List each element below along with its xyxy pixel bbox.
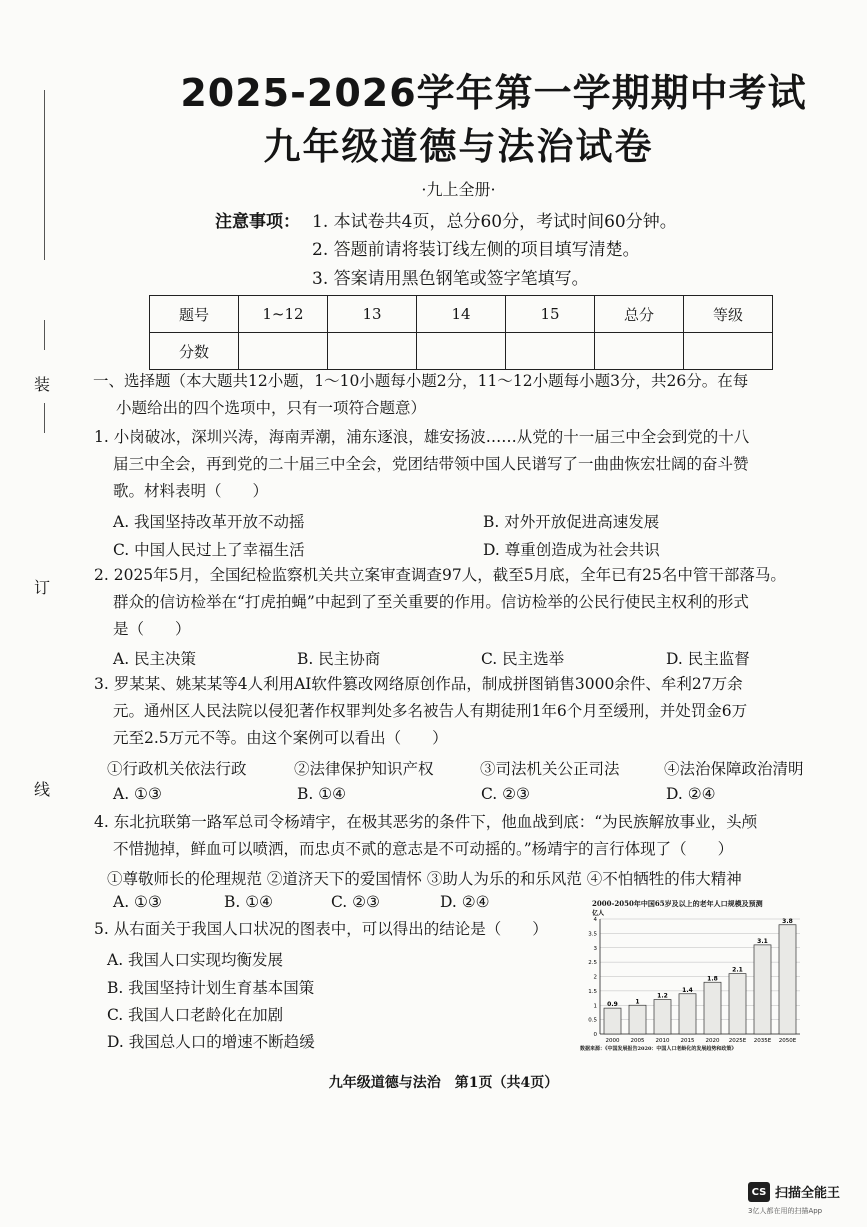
question-text: 是（ ） xyxy=(113,620,191,638)
chart-data-label: 0.9 xyxy=(607,1001,618,1009)
option: B. 我国坚持计划生育基本国策 xyxy=(107,979,315,997)
page-footer: 九年级道德与法治 第1页（共4页） xyxy=(328,1075,559,1091)
binding-line xyxy=(30,90,50,1190)
binding-char-zhuang: 装 xyxy=(34,375,51,394)
option: D. ②④ xyxy=(666,785,716,803)
statement: ③司法机关公正司法 xyxy=(480,760,620,778)
question-text: 4. 东北抗联第一路军总司令杨靖宇，在极其恶劣的条件下，他血战到底：“为民族解放事业，头颅 xyxy=(94,813,758,831)
table-cell: 14 xyxy=(417,296,506,333)
chart-ylabel: 亿人 xyxy=(592,910,605,917)
chart-data-label: 3.1 xyxy=(757,937,768,945)
score-table-score-row xyxy=(150,333,773,370)
option: A. 民主决策 xyxy=(113,650,197,668)
option: C. ②③ xyxy=(481,785,530,803)
option: B. ①④ xyxy=(297,785,347,803)
notice-label: 注意事项： xyxy=(215,212,300,232)
question-text: 歌。材料表明（ ） xyxy=(113,482,269,500)
question-text: 1. 小岗破冰，深圳兴涛，海南弄潮，浦东逐浪，雄安扬波……从党的十一届三中全会到党的十八 xyxy=(94,428,750,446)
score-table-header-row xyxy=(150,296,773,333)
chart-bar xyxy=(754,945,771,1034)
chart-category-label: 2025E xyxy=(728,1038,747,1044)
chart-ytick-label: 3.5 xyxy=(588,931,597,938)
chart-category-label: 2005 xyxy=(630,1038,645,1044)
chart-category-label: 2010 xyxy=(655,1038,670,1044)
statement: ①尊敬师长的伦理规范 ②道济天下的爱国情怀 ③助人为乐的和乐风范 ④不怕牺牲的伟大精神 xyxy=(107,870,742,888)
chart-category-label: 2050E xyxy=(778,1038,797,1044)
chart-data-label: 1 xyxy=(635,998,640,1006)
option: D. 民主监督 xyxy=(666,650,750,668)
section-heading: 小题给出的四个选项中，只有一项符合题意） xyxy=(116,399,427,417)
chart-data-label: 1.2 xyxy=(657,992,668,1000)
chart-bar xyxy=(654,1000,671,1035)
table-cell: 题号 xyxy=(150,296,239,333)
chart-ytick-label: 1.5 xyxy=(588,988,597,995)
section-heading: 一、选择题（本大题共12小题，1～10小题每小题2分，11～12小题每小题3分，共26分。在每 xyxy=(93,372,749,390)
option: C. ②③ xyxy=(331,893,380,911)
statement: ①行政机关依法行政 xyxy=(107,760,247,778)
chart-bar xyxy=(779,925,796,1034)
option: A. 我国坚持改革开放不动摇 xyxy=(113,513,305,531)
notice-item: 2. 答题前请将装订线左侧的项目填写清楚。 xyxy=(312,240,640,260)
chart-bar xyxy=(604,1008,621,1034)
exam-scope: ·九上全册· xyxy=(421,180,496,199)
chart-bar xyxy=(704,982,721,1034)
exam-title: 2025-2026学年第一学期期中考试 xyxy=(180,71,807,115)
score-input-cell[interactable] xyxy=(506,333,595,370)
question-text: 2. 2025年5月，全国纪检监察机关共立案审查调查97人，截至5月底，全年已有25名中管干部落马。 xyxy=(94,566,786,584)
binding-char-xian: 线 xyxy=(34,780,51,799)
binding-char-ding: 订 xyxy=(34,578,51,597)
table-cell: 总分 xyxy=(595,296,684,333)
chart-title: 2000-2050年中国65岁及以上的老年人口规模及预测 xyxy=(592,899,763,908)
notice-item: 1. 本试卷共4页，总分60分，考试时间60分钟。 xyxy=(312,212,677,232)
chart-data-label: 1.8 xyxy=(707,975,718,983)
chart-data-label: 3.8 xyxy=(782,917,793,925)
score-input-cell[interactable] xyxy=(684,333,773,370)
option: D. 我国总人口的增速不断趋缓 xyxy=(107,1033,315,1051)
option: C. 我国人口老龄化在加剧 xyxy=(107,1006,284,1024)
score-input-cell[interactable] xyxy=(417,333,506,370)
chart-ytick-label: 2 xyxy=(593,974,597,981)
table-cell: 15 xyxy=(506,296,595,333)
population-chart xyxy=(578,899,816,1057)
score-input-cell[interactable] xyxy=(239,333,328,370)
score-table xyxy=(149,295,773,370)
chart-canvas xyxy=(578,899,816,1057)
chart-ytick-label: 0.5 xyxy=(588,1017,597,1024)
statement: ④法治保障政治清明 xyxy=(664,760,804,778)
option: A. ①③ xyxy=(113,893,162,911)
question-text: 元。通州区人民法院以侵犯著作权罪判处多名被告人有期徒刑1年6个月至缓刑，并处罚金6万 xyxy=(113,702,748,720)
statement: ②法律保护知识产权 xyxy=(294,760,434,778)
option: D. ②④ xyxy=(440,893,490,911)
table-cell: 13 xyxy=(328,296,417,333)
chart-category-label: 2000 xyxy=(605,1038,620,1044)
chart-ytick-label: 3 xyxy=(593,945,597,952)
chart-category-label: 2035E xyxy=(753,1038,772,1044)
chart-ytick-label: 4 xyxy=(593,917,597,923)
question-text: 元至2.5万元不等。由这个案例可以看出（ ） xyxy=(113,729,448,747)
question-text: 5. 从右面关于我国人口状况的图表中，可以得出的结论是（ ） xyxy=(94,920,548,938)
question-text: 群众的信访检举在“打虎拍蝇”中起到了至关重要的作用。信访检举的公民行使民主权利的形式 xyxy=(113,593,749,611)
chart-source: 数据来源：《中国发展报告2020：中国人口老龄化的发展趋势和政策》 xyxy=(580,1046,737,1052)
option: B. ①④ xyxy=(224,893,274,911)
chart-bar xyxy=(729,974,746,1034)
scanner-logo-icon: CS xyxy=(748,1182,770,1202)
option: C. 民主选举 xyxy=(481,650,565,668)
chart-category-label: 2020 xyxy=(705,1038,720,1044)
table-cell: 1~12 xyxy=(239,296,328,333)
option: A. ①③ xyxy=(113,785,162,803)
score-input-cell[interactable] xyxy=(595,333,684,370)
option: A. 我国人口实现均衡发展 xyxy=(107,951,284,969)
chart-category-label: 2015 xyxy=(680,1038,695,1044)
score-input-cell[interactable] xyxy=(328,333,417,370)
chart-ytick-label: 1 xyxy=(593,1003,597,1010)
scanner-name: 扫描全能王 xyxy=(775,1186,841,1201)
chart-bar xyxy=(629,1005,646,1034)
chart-data-label: 2.1 xyxy=(732,966,743,974)
chart-bar xyxy=(679,994,696,1034)
question-text: 届三中全会，再到党的二十届三中全会，党团结带领中国人民谱写了一曲曲恢宏壮阔的奋斗赞 xyxy=(113,455,749,473)
exam-subject-title: 九年级道德与法治试卷 xyxy=(263,125,654,168)
chart-ytick-label: 0 xyxy=(593,1032,597,1038)
scanner-tagline: 3亿人都在用的扫描App xyxy=(748,1207,823,1215)
question-text: 不惜抛掉，鲜血可以喷洒，而忠贞不贰的意志是不可动摇的。”杨靖宇的言行体现了（ ） xyxy=(113,840,734,858)
chart-data-label: 1.4 xyxy=(682,986,693,994)
option: C. 中国人民过上了幸福生活 xyxy=(113,541,305,559)
table-cell: 分数 xyxy=(150,333,239,370)
chart-ytick-label: 2.5 xyxy=(588,960,597,967)
question-text: 3. 罗某某、姚某某等4人利用AI软件篡改网络原创作品，制成拼图销售3000余件、牟利27万余 xyxy=(94,675,743,693)
option: B. 民主协商 xyxy=(297,650,381,668)
option: B. 对外开放促进高速发展 xyxy=(483,513,660,531)
table-cell: 等级 xyxy=(684,296,773,333)
option: D. 尊重创造成为社会共识 xyxy=(483,541,660,559)
scanner-watermark xyxy=(748,1180,858,1220)
notice-item: 3. 答案请用黑色钢笔或签字笔填写。 xyxy=(312,269,589,289)
